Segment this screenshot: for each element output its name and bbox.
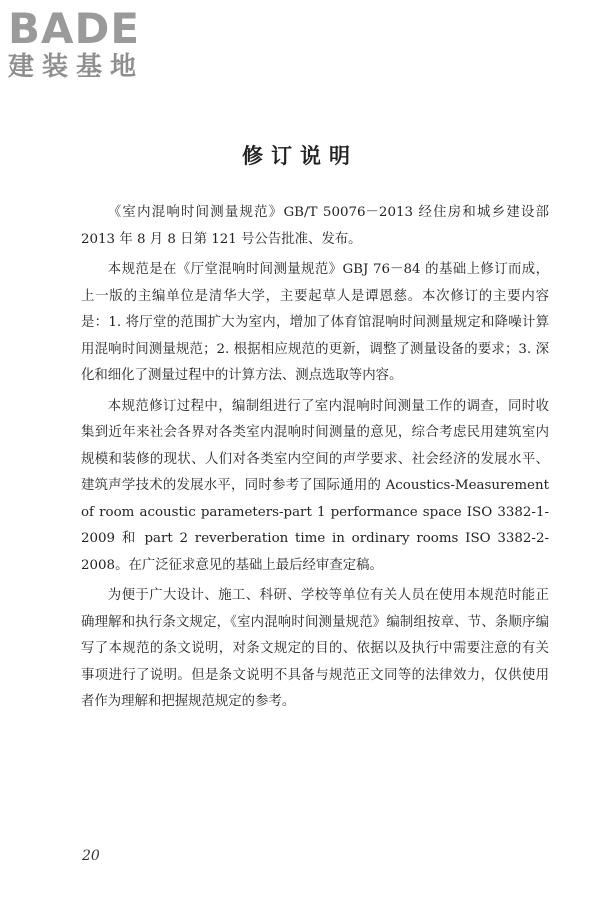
- paragraph-1: 《室内混响时间测量规范》GB/T 50076－2013 经住房和城乡建设部 2013 年 8 月 8 日第 121 号公告批准、发布。: [81, 205, 549, 247]
- page-number: 20: [82, 848, 100, 864]
- logo-subtitle: 建装基地: [8, 52, 145, 82]
- paragraph-2: 本规范是在《厅堂混响时间测量规范》GBJ 76－84 的基础上修订而成，上一版的主编单位是清华大学，主要起草人是谭恩慈。本次修订的主要内容是：1. 将厅堂的范围扩大为室内，增加了体育馆混响时间测量规定和降噪计算用混响时间测量规范；2. 根据相应规范的更新，调整了测量设备的要求；3. 深化和细化了测量过程中的计算方法、测点选取等内容。: [81, 262, 549, 383]
- page-title: 修订说明: [242, 143, 358, 168]
- document-body: [81, 200, 549, 720]
- logo-wordmark: BADE: [8, 4, 141, 53]
- paragraph-3: 本规范修订过程中，编制组进行了室内混响时间测量工作的调查，同时收集到近年来社会各界对各类室内混响时间测量的意见，综合考虑民用建筑室内规模和装修的现状、人们对各类室内空间的声学要求、社会经济的发展水平、建筑声学技术的发展水平，同时参考了国际通用的 Acoustics-Measurement of room acoustic parameters-part 1 performance space ISO 3382-1-2009 和 part 2 reverberation time in ordinary rooms ISO 3382-2-2008。在广泛征求意见的基础上最后经审查定稿。: [81, 398, 549, 573]
- paragraph-4: 为便于广大设计、施工、科研、学校等单位有关人员在使用本规范时能正确理解和执行条文规定，《室内混响时间测量规范》编制组按章、节、条顺序编写了本规范的条文说明，对条文规定的目的、依据以及执行中需要注意的有关事项进行了说明。但是条文说明不具备与规范正文同等的法律效力，仅供使用者作为理解和把握规范规定的参考。: [81, 588, 549, 709]
- logo: [8, 4, 178, 82]
